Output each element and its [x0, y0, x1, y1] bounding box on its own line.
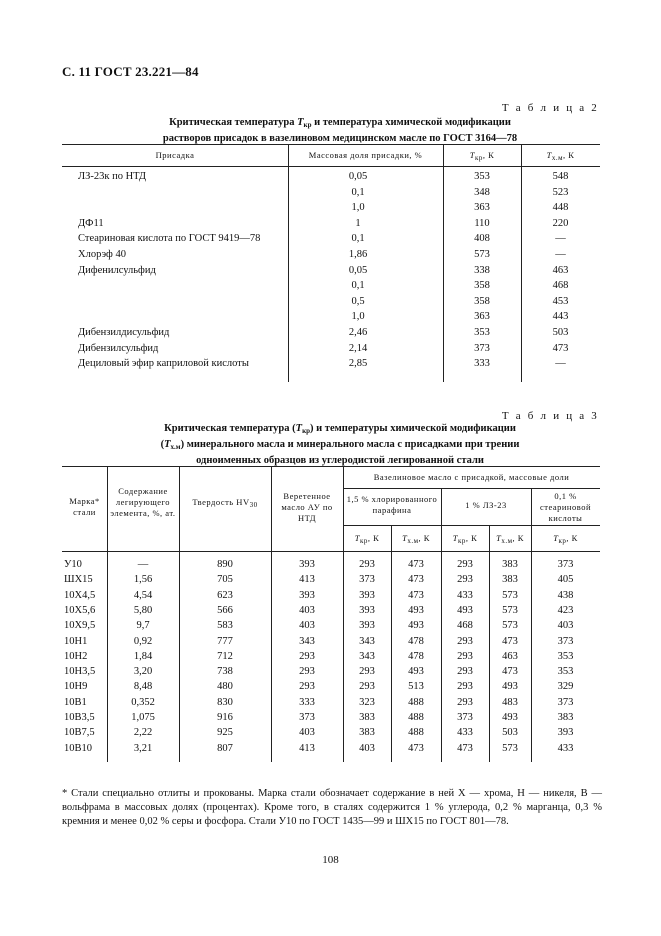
- table2-cell: 338: [474, 264, 490, 276]
- table3-cell: 383: [502, 574, 518, 586]
- table3-cell: 807: [217, 742, 233, 754]
- table2-cell: 1,0: [351, 202, 365, 214]
- table2-cell: 0,5: [351, 295, 365, 307]
- table3-cell: 10Н9: [64, 681, 88, 693]
- table2-cell: Дибензилсульфид: [78, 342, 159, 354]
- table3-cell: 513: [408, 681, 424, 693]
- table3-cell: ШХ15: [64, 574, 93, 586]
- table2-cell: 2,14: [348, 342, 368, 354]
- table3-top-rule: [62, 466, 600, 467]
- table2-cell: —: [555, 358, 566, 370]
- table3-cell: 10Н1: [64, 635, 88, 647]
- table2-cell: 0,1: [351, 186, 365, 198]
- table3-cell: 573: [502, 742, 518, 754]
- table3-cell: 10Х9,5: [64, 620, 96, 632]
- table3-cell: 483: [502, 696, 518, 708]
- table2-cell: ДФ11: [78, 217, 104, 229]
- table3-cell: 393: [299, 589, 315, 601]
- table3-cell: 393: [359, 620, 375, 632]
- table3-cell: 473: [408, 589, 424, 601]
- table3-cell: 393: [359, 604, 375, 616]
- table3-cell: 8,48: [133, 681, 153, 693]
- table3-header-hardness: Твердость $HV_{30}$: [192, 497, 258, 509]
- table2-cell: 523: [552, 186, 569, 198]
- table3-header-lz: 1 % ЛЗ-23: [465, 500, 507, 510]
- table3-subheader-txm: $T_{х.м}$, К: [496, 533, 524, 545]
- table3-cell: 925: [217, 727, 233, 739]
- table3-cell: 405: [557, 574, 574, 586]
- table3-cell: 777: [217, 635, 233, 647]
- table3-cell: 488: [408, 727, 424, 739]
- table3-sub-rule: [343, 525, 600, 526]
- table3-cell: 468: [457, 620, 473, 632]
- table2-header-tkr: $T_{кр}$, К: [469, 150, 495, 162]
- table2-cell: 1,0: [351, 311, 365, 323]
- table2-cell: 0,1: [351, 280, 365, 292]
- table2-cell: 0,1: [351, 233, 365, 245]
- table3-caption: Критическая температура $(T_{кр})$ и температуры химической модификации $(T_{х.м})$ минерального масла и минерального масла с присадками при трении одноименных образцов из углеродистой легированной стали: [160, 423, 520, 466]
- table3-subheader-tkr: $T_{кр}$, К: [452, 533, 478, 545]
- table2-cell: 353: [474, 327, 490, 338]
- table3-header-grade: Марка* стали: [69, 496, 100, 517]
- table3-cell: 293: [457, 666, 473, 678]
- table3-cell: 830: [217, 696, 233, 708]
- table3-cell: —: [137, 559, 149, 570]
- table2-cell: 443: [552, 311, 569, 323]
- table3-cell: 343: [299, 635, 315, 647]
- table2-cell: Дифенилсульфид: [78, 264, 156, 276]
- table2-cell: 333: [474, 358, 490, 370]
- table3-cell: 473: [408, 559, 424, 570]
- table3-cell: 583: [217, 620, 233, 632]
- table3-cell: 353: [557, 650, 574, 662]
- table3-cell: 480: [217, 681, 233, 693]
- table2-cell: 2,46: [348, 327, 368, 338]
- table2-header-txm: $T_{х.м}$, К: [546, 150, 575, 162]
- table3-header-stearic: 0,1 % стеариновой кислоты: [540, 491, 591, 523]
- table3-subheader-tkr: $T_{кр}$, К: [354, 533, 380, 545]
- footnote: * Стали специально отлиты и прокованы. Марка стали обозначает содержание в ней Х — хрома, Н — никеля, В — вольфрама в массовых долях (процентах). Кроме того, в сталях содержится 1 % углерода, 0,2 % марганца, 0,3 % кремния и менее 0,02 % серы и фосфора. Стали У10 по ГОСТ 1435—99 и ШХ15 по ГОСТ 801—78.: [62, 788, 602, 827]
- table3-cell: 433: [457, 727, 473, 739]
- table3-cell: 403: [299, 604, 315, 616]
- table3-label: Т а б л и ц а 3: [501, 410, 599, 422]
- table3-cell: 503: [502, 727, 518, 739]
- table3-header-rule: [62, 551, 600, 552]
- table3-cell: 373: [557, 635, 574, 647]
- table3-cell: 343: [359, 635, 375, 647]
- table3-cell: 293: [457, 574, 473, 586]
- table2-cell: 548: [552, 171, 569, 182]
- table3-cell: 403: [299, 727, 315, 739]
- table2-cell: 573: [474, 249, 490, 260]
- table3-cell: 473: [502, 635, 518, 647]
- table3-cell: 10Н3,5: [64, 666, 96, 678]
- table2-cell: 363: [474, 311, 490, 323]
- table2-cell: Стеариновая кислота по ГОСТ 9419—78: [78, 233, 261, 245]
- table2-cell: Хлорэф 40: [78, 249, 126, 260]
- table3-cell: 573: [502, 589, 518, 601]
- table2-cell: 373: [474, 342, 490, 354]
- table3-header-content: Содержание легирующего элемента, %, ат.: [110, 486, 176, 518]
- table2-header-rule: [62, 166, 600, 167]
- table3-cell: 10В1: [64, 696, 87, 708]
- table3-cell: 293: [359, 559, 375, 570]
- table3-cell: 433: [457, 589, 473, 601]
- table3-cell: 403: [359, 742, 375, 754]
- table3-cell: 293: [359, 666, 375, 678]
- table3-cell: 9,7: [136, 620, 150, 632]
- table3-cell: 488: [408, 712, 424, 723]
- table3-cell: 493: [408, 620, 424, 632]
- table2-cell: 358: [474, 295, 490, 307]
- table3-cell: 413: [299, 574, 315, 586]
- table3-cell: 383: [359, 712, 375, 723]
- table3-cell: 373: [457, 712, 473, 723]
- table3-header-vaseline: Вазелиновое масло с присадкой, массовые доли: [373, 472, 570, 482]
- table3-cell: 916: [217, 712, 233, 723]
- table3-cell: 413: [299, 742, 315, 754]
- table2-caption: Критическая температура $T_{кр}$ и температура химической модификации растворов присадок в вазелиновом медицинском масле по ГОСТ 3164—78: [162, 117, 518, 144]
- table3-cell: 473: [408, 742, 424, 754]
- table3-cell: 329: [557, 681, 574, 693]
- table2-cell: 0,05: [348, 171, 368, 182]
- table3-cell: 488: [408, 696, 424, 708]
- table3-cell: 3,21: [133, 742, 153, 754]
- table2-cell: 353: [474, 171, 490, 182]
- table2-top-rule: [62, 144, 600, 145]
- table3-cell: 293: [457, 559, 473, 570]
- table2-cell: 348: [474, 186, 490, 198]
- table3-cell: 383: [557, 712, 574, 723]
- table3-cell: 4,54: [133, 589, 153, 601]
- table3-cell: 0,92: [133, 635, 153, 647]
- table3-cell: 3,20: [133, 666, 153, 678]
- table3-cell: 573: [502, 620, 518, 632]
- table3-cell: 293: [457, 650, 473, 662]
- table2-cell: 503: [552, 327, 569, 338]
- table3-cell: 403: [557, 620, 574, 632]
- table2-cell: 110: [474, 217, 490, 229]
- table3-cell: 403: [299, 620, 315, 632]
- table3-cell: 1,56: [133, 574, 153, 586]
- table2-cell: 468: [552, 280, 569, 292]
- table3-cell: 293: [457, 696, 473, 708]
- table3-cell: 433: [557, 742, 574, 754]
- table3-cell: 473: [457, 742, 473, 754]
- table3-cell: 343: [359, 650, 375, 662]
- table2-cell: 453: [552, 295, 569, 307]
- table3-cell: 383: [359, 727, 375, 739]
- table3-cell: 293: [457, 635, 473, 647]
- table3-cell: 353: [557, 666, 574, 678]
- table2-cell: 463: [552, 264, 569, 276]
- table3-cell: 373: [557, 559, 574, 570]
- table3-group-rule: [343, 488, 600, 489]
- table2-cell: 2,85: [348, 358, 368, 370]
- table2-cell: ЛЗ-23к по НТД: [78, 171, 147, 182]
- table3-cell: 10Х5,6: [64, 604, 96, 616]
- table3-cell: 463: [502, 650, 518, 662]
- table3-subheader-txm: $T_{х.м}$, К: [402, 533, 430, 545]
- table3-cell: 738: [217, 666, 233, 678]
- table3-cell: 473: [408, 574, 424, 586]
- table2-header-fraction: Массовая доля присадки, %: [308, 150, 423, 160]
- table2-cell: 220: [552, 217, 569, 229]
- table3-cell: 493: [408, 604, 424, 616]
- table3-cell: 573: [502, 604, 518, 616]
- table3-cell: 383: [502, 559, 518, 570]
- table3-cell: 333: [299, 696, 315, 708]
- table3-cell: 10В3,5: [64, 712, 95, 723]
- table3-cell: 890: [217, 559, 233, 570]
- table2-cell: Дибензилдисульфид: [78, 327, 170, 338]
- table3-header-chlor: 1,5 % хлорированного парафина: [346, 494, 438, 515]
- table3-cell: 293: [359, 681, 375, 693]
- page-header: С. 11 ГОСТ 23.221—84: [62, 64, 199, 79]
- table3-cell: 373: [299, 712, 315, 723]
- table2-cell: 0,05: [348, 264, 368, 276]
- table3-cell: 10Н2: [64, 650, 88, 662]
- table3-cell: 293: [457, 681, 473, 693]
- page-number: 108: [322, 854, 339, 866]
- table3-cell: 623: [217, 589, 233, 601]
- table2-cell: 408: [474, 233, 490, 245]
- table3-cell: 10Х4,5: [64, 589, 96, 601]
- table3-cell: 566: [217, 604, 233, 616]
- table3-cell: 0,352: [131, 696, 155, 708]
- table3-cell: У10: [64, 559, 82, 570]
- table3-cell: 1,84: [133, 650, 153, 662]
- table2-col-divider: [288, 144, 289, 382]
- table2-cell: Дециловый эфир каприловой кислоты: [78, 358, 249, 370]
- table3-cell: 712: [217, 650, 233, 662]
- table3-cell: 323: [359, 696, 375, 708]
- table3-subheader-tkr: $T_{кр}$, К: [553, 533, 578, 545]
- table2-cell: —: [555, 233, 566, 245]
- table2-cell: 1,86: [348, 249, 368, 260]
- table3-cell: 373: [557, 696, 574, 708]
- table3-cell: 10В7,5: [64, 727, 95, 739]
- table3-cell: 493: [408, 666, 424, 678]
- table3-cell: 2,22: [133, 727, 153, 739]
- table2-cell: 448: [552, 202, 569, 214]
- table2-cell: 363: [474, 202, 490, 214]
- table3-cell: 393: [557, 727, 574, 739]
- table3-header-spindle: Веретенное масло АУ по НТД: [281, 491, 333, 523]
- table3-cell: 473: [502, 666, 518, 678]
- table3-cell: 493: [457, 604, 473, 616]
- table3-cell: 10В10: [64, 742, 93, 754]
- table2-cell: 473: [552, 342, 569, 354]
- table3-cell: 1,075: [131, 712, 155, 723]
- table3-cell: 423: [557, 604, 574, 616]
- table3-cell: 705: [217, 574, 233, 586]
- table3-cell: 293: [299, 650, 315, 662]
- table3-cell: 478: [408, 635, 424, 647]
- table3-cell: 393: [299, 559, 315, 570]
- table2-cell: 1: [355, 217, 361, 229]
- table3-cell: 438: [557, 589, 574, 601]
- table2-cell: —: [555, 249, 566, 260]
- table3-cell: 293: [299, 666, 315, 678]
- table2-label: Т а б л и ц а 2: [501, 102, 599, 114]
- table2-header-additive: Присадка: [155, 150, 195, 160]
- table3-cell: 293: [299, 681, 315, 693]
- table2-cell: 358: [474, 280, 490, 292]
- table3-cell: 373: [359, 574, 375, 586]
- table3-cell: 493: [502, 681, 518, 693]
- table3-cell: 393: [359, 589, 375, 601]
- table3-cell: 5,80: [133, 604, 153, 616]
- table3-cell: 493: [502, 712, 518, 723]
- table3-cell: 478: [408, 650, 424, 662]
